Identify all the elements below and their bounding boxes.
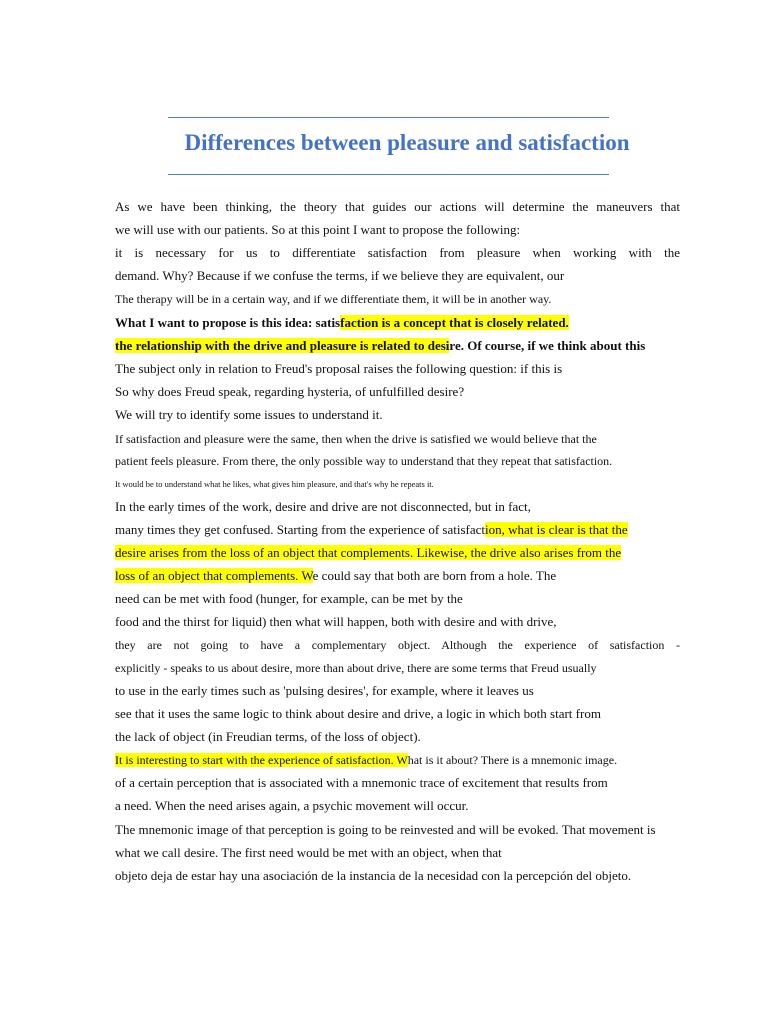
line-text: e could say that both are born from a hole. The — [312, 568, 557, 583]
paragraph-line: So why does Freud speak, regarding hysteria, of unfulfilled desire? — [115, 384, 465, 399]
highlighted-line — [115, 545, 680, 561]
paragraph-line: it is necessary for us to differentiate satisfaction from pleasure when working with the — [115, 245, 680, 260]
highlighted-text: desire arises from the loss of an object that complements. Likewise, the drive also arises from the — [115, 545, 622, 560]
paragraph-line: what we call desire. The first need would be met with an object, when that — [115, 845, 502, 860]
paragraph-line: As we have been thinking, the theory that guides our actions will determine the maneuvers that — [115, 199, 680, 214]
paragraph-line: patient feels pleasure. From there, the only possible way to understand that they repeat that satisfaction. — [115, 454, 613, 468]
highlighted-text: loss of an object that complements. W — [115, 568, 313, 583]
title-rule-top — [168, 117, 609, 118]
highlighted-text: the relationship with the drive and pleasure is related to desi — [115, 338, 450, 353]
highlighted-text: It is interesting to start with the experience of satisfaction. W — [115, 753, 408, 767]
highlighted-line — [115, 568, 680, 584]
paragraph-line: In the early times of the work, desire and drive are not disconnected, but in fact, — [115, 499, 531, 514]
paragraph-line: We will try to identify some issues to understand it. — [115, 407, 383, 422]
paragraph-line: see that it uses the same logic to think about desire and drive, a logic in which both start from — [115, 706, 601, 721]
paragraph-line: objeto deja de estar hay una asociación de la instancia de la necesidad con la percepción del objeto. — [115, 868, 632, 883]
paragraph-line: of a certain perception that is associated with a mnemonic trace of excitement that results from — [115, 775, 608, 790]
paragraph-line: we will use with our patients. So at this point I want to propose the following: — [115, 222, 521, 237]
paragraph-line: demand. Why? Because if we confuse the terms, if we believe they are equivalent, our — [115, 268, 565, 283]
paragraph-line: a need. When the need arises again, a psychic movement will occur. — [115, 798, 469, 813]
paragraph-line: If satisfaction and pleasure were the same, then when the drive is satisfied we would believe that the — [115, 432, 597, 446]
paragraph-line: The subject only in relation to Freud's proposal raises the following question: if this is — [115, 361, 563, 376]
highlighted-text: ion, what is clear is that the — [485, 522, 628, 537]
highlighted-line — [115, 338, 680, 354]
paragraph-line: It would be to understand what he likes, what gives him pleasure, and that's why he repeats it. — [115, 479, 434, 489]
paragraph-line: food and the thirst for liquid) then what will happen, both with desire and with drive, — [115, 614, 557, 629]
highlighted-line — [115, 522, 680, 538]
title-rule-bottom — [168, 174, 609, 175]
line-text: re. Of course, if we think about this — [449, 338, 646, 353]
paragraph-line: the lack of object (in Freudian terms, of the loss of object). — [115, 729, 421, 744]
highlighted-line — [115, 315, 680, 331]
line-text: What I want to propose is this idea: satis — [115, 315, 341, 330]
highlighted-line — [115, 752, 680, 768]
paragraph-line: The mnemonic image of that perception is going to be reinvested and will be evoked. That movement is — [115, 822, 656, 837]
page-title: Differences between pleasure and satisfaction — [184, 130, 630, 155]
paragraph-line: need can be met with food (hunger, for example, can be met by the — [115, 591, 463, 606]
paragraph-line: they are not going to have a complementary object. Although the experience of satisfaction - — [115, 638, 680, 652]
paragraph-line: to use in the early times such as 'pulsing desires', for example, where it leaves us — [115, 683, 534, 698]
line-text: many times they get confused. Starting from the experience of satisfact — [115, 522, 486, 537]
line-text: hat is it about? There is a mnemonic image. — [407, 753, 618, 767]
paragraph-line: explicitly - speaks to us about desire, more than about drive, there are some terms that Freud usually — [115, 661, 597, 675]
paragraph-line: The therapy will be in a certain way, and if we differentiate them, it will be in another way. — [115, 292, 552, 306]
highlighted-text: faction is a concept that is closely related. — [340, 315, 569, 330]
